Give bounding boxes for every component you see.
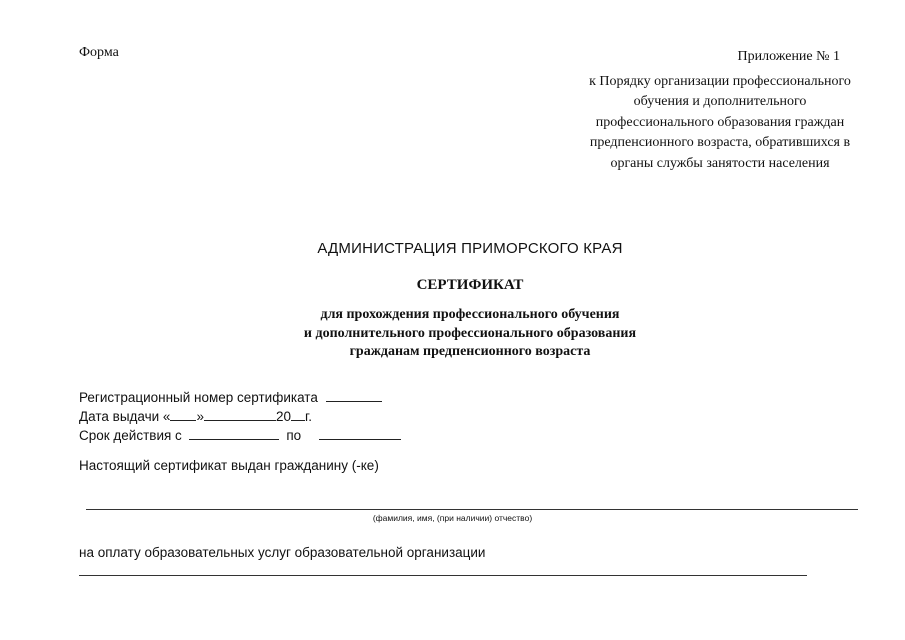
validity-label: Срок действия с: [79, 428, 182, 443]
appendix-line: органы службы занятости населения: [610, 155, 830, 171]
organization-line[interactable]: [79, 575, 807, 576]
issue-date-row: [79, 407, 401, 426]
issue-date-mid: »: [196, 409, 204, 424]
purpose-line: гражданам предпенсионного возраста: [349, 344, 591, 359]
fio-caption: (фамилия, имя, (при наличии) отчество): [372, 513, 533, 523]
reg-number-row: [79, 388, 401, 407]
validity-to-blank[interactable]: [319, 426, 401, 440]
purpose-line: для прохождения профессионального обучения: [320, 307, 620, 322]
validity-row: [79, 426, 401, 445]
purpose-line: и дополнительного профессионального образования: [303, 325, 637, 341]
issue-month-blank[interactable]: [204, 407, 276, 421]
appendix-line: обучения и дополнительного: [633, 94, 807, 109]
issue-date-label: Дата выдачи «: [79, 409, 171, 424]
appendix-line: профессионального образования граждан: [595, 114, 845, 130]
certificate-title: СЕРТИФИКАТ: [416, 277, 524, 293]
appendix-line: предпенсионного возраста, обратившихся в: [589, 135, 851, 150]
appendix-block: [560, 47, 880, 174]
administration-heading: АДМИНИСТРАЦИЯ ПРИМОРСКОГО КРАЯ: [317, 240, 623, 257]
certificate-details: [79, 388, 401, 445]
certificate-purpose: [0, 306, 905, 362]
fio-line[interactable]: [86, 509, 858, 510]
issue-year-blank[interactable]: [291, 407, 305, 421]
validity-to-label: по: [286, 428, 302, 443]
reg-number-label: Регистрационный номер сертификата: [79, 390, 318, 405]
reg-number-blank[interactable]: [326, 388, 382, 402]
issue-year-prefix: 20: [275, 409, 291, 424]
appendix-title: Приложение № 1: [737, 49, 840, 64]
issued-to-label: Настоящий сертификат выдан гражданину (-ке): [79, 458, 379, 473]
form-label: Форма: [79, 45, 119, 60]
validity-from-blank[interactable]: [189, 426, 279, 440]
appendix-line: к Порядку организации профессионального: [589, 73, 851, 89]
payment-label: на оплату образовательных услуг образовательной организации: [79, 545, 486, 560]
issue-year-suffix: г.: [305, 409, 313, 424]
issue-day-blank[interactable]: [170, 407, 196, 421]
